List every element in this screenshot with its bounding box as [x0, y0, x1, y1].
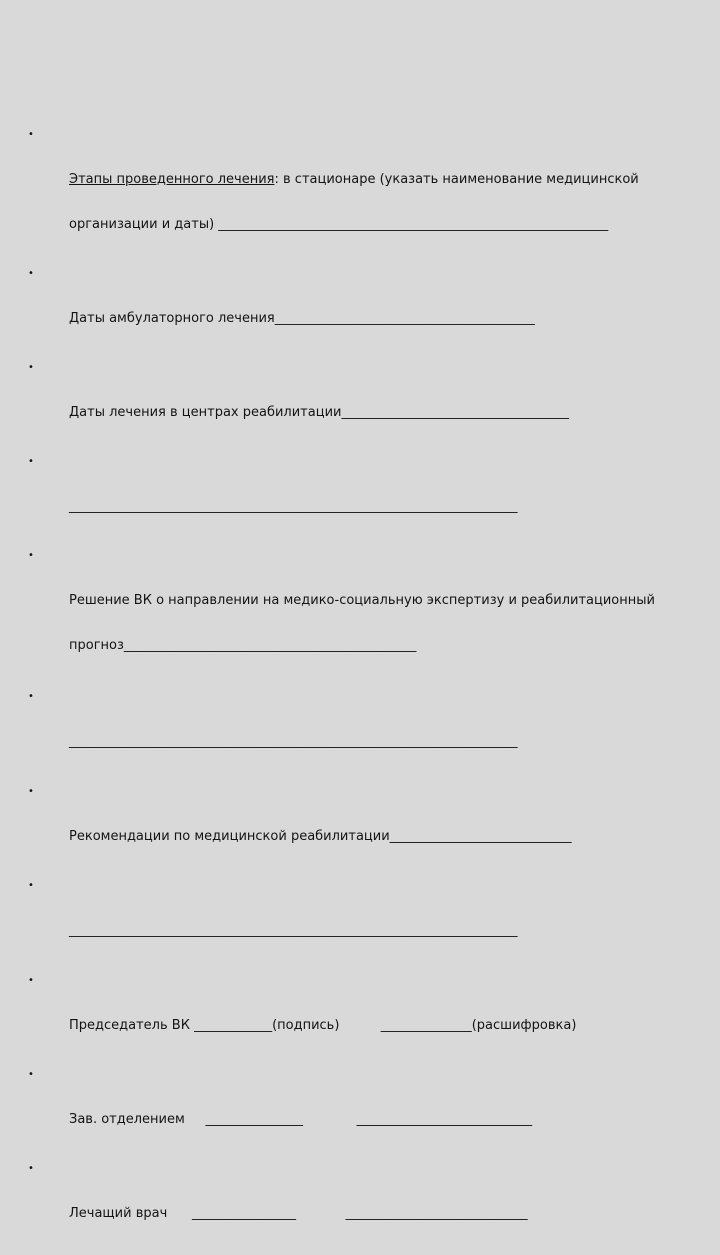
- vk-decision-line1: Решение ВК о направлении на медико-социальную экспертизу и реабилитационный: [69, 593, 655, 608]
- bullet: •: [28, 268, 34, 279]
- treatment-stages-line1: [69, 172, 708, 187]
- outpatient-dates-text: Даты амбулаторного лечения________________________________________: [69, 311, 535, 326]
- list-item-blank-line-2: [28, 689, 708, 779]
- blank-line-1: _____________________________________________________________________: [69, 499, 518, 514]
- blank-line-2: _____________________________________________________________________: [69, 734, 518, 749]
- list-item-department-head: [28, 1067, 708, 1157]
- bullet: •: [28, 1163, 34, 1174]
- list-item-attending-physician: [28, 1161, 708, 1251]
- list-item-rehab-center-dates: [28, 360, 708, 450]
- bullet: •: [28, 550, 34, 561]
- department-head-signature-line: Зав. отделением _______________ ___________________________: [69, 1112, 533, 1127]
- attending-physician-signature-line: Лечащий врач ________________ ____________________________: [69, 1206, 528, 1221]
- treatment-stages-heading: Этапы проведенного лечения: [69, 172, 275, 187]
- bullet: •: [28, 691, 34, 702]
- bullet: •: [28, 362, 34, 373]
- blank-line-3: _____________________________________________________________________: [69, 923, 518, 938]
- bullet: •: [28, 129, 34, 140]
- vk-chairman-signature-line: Председатель ВК ____________(подпись) ______________(расшифровка): [69, 1018, 577, 1033]
- document-list: [28, 127, 708, 1255]
- list-item-vk-decision: [28, 548, 708, 683]
- list-item-treatment-stages: [28, 127, 708, 262]
- bullet: •: [28, 456, 34, 467]
- list-item-blank-line-3: [28, 878, 708, 968]
- list-item-blank-line-1: [28, 454, 708, 544]
- list-item-vk-chairman: [28, 973, 708, 1063]
- list-item-rehab-recommendations: [28, 784, 708, 874]
- rehab-center-dates-text: Даты лечения в центрах реабилитации___________________________________: [69, 405, 569, 420]
- bullet: •: [28, 1069, 34, 1080]
- bullet: •: [28, 975, 34, 986]
- rehab-recommendations-text: Рекомендации по медицинской реабилитации____________________________: [69, 829, 572, 844]
- bullet: •: [28, 880, 34, 891]
- vk-decision-line2: прогноз_____________________________________________: [69, 638, 417, 653]
- treatment-stages-line2: организации и даты) ____________________________________________________________: [69, 217, 609, 232]
- treatment-stages-text: : в стационаре (указать наименование медицинской: [274, 172, 639, 187]
- bullet: •: [28, 786, 34, 797]
- list-item-outpatient-dates: [28, 266, 708, 356]
